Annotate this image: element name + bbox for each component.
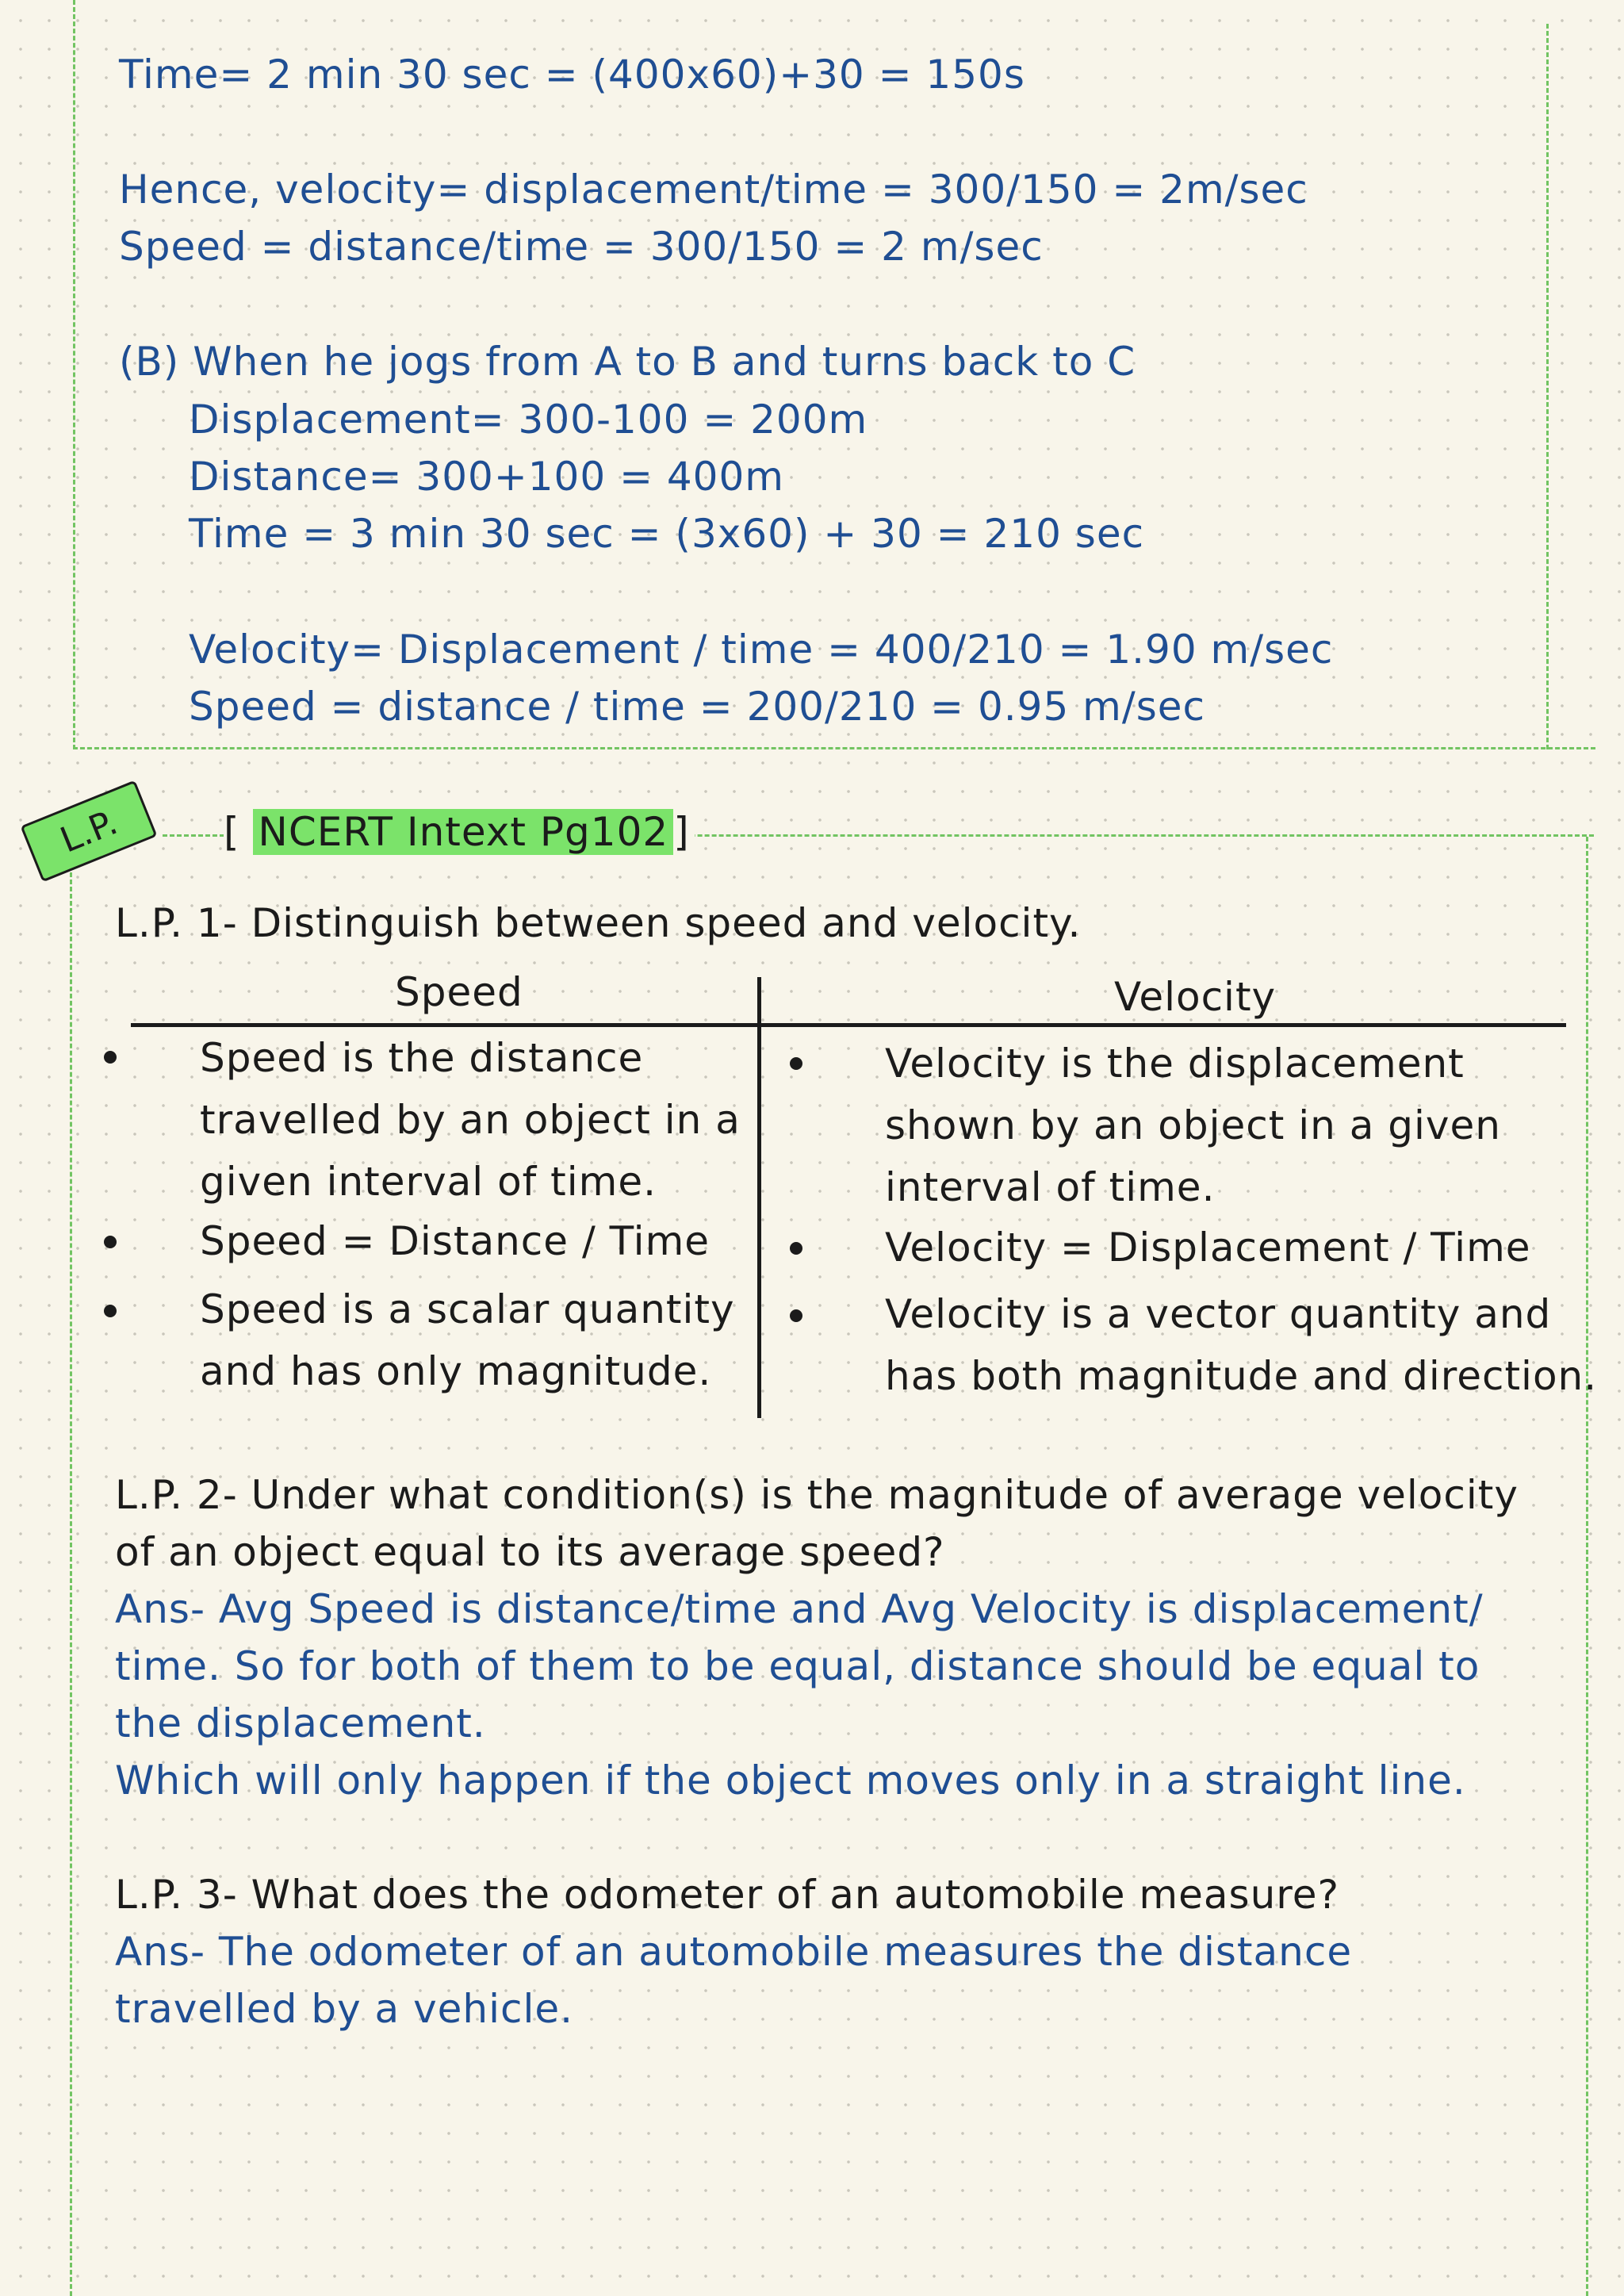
answer-2-line-2: time. So for both of them to be equal, distance should be equal to: [115, 1643, 1480, 1689]
ref-bracket-close: ]: [673, 809, 690, 855]
top-box-left-border: [73, 0, 75, 749]
speed-line-b: Speed = distance / time = 200/210 = 0.95 m/sec: [189, 684, 1206, 730]
ref-bracket-open: [: [224, 809, 240, 855]
velocity-point-2: Velocity = Displacement / Time: [885, 1225, 1531, 1271]
answer-2-line-4: Which will only happen if the object moves only in a straight line.: [115, 1757, 1466, 1803]
table-header-velocity: Velocity: [1114, 974, 1277, 1020]
question-2-line-2: of an object equal to its average speed?: [115, 1529, 945, 1575]
answer-2-line-3: the displacement.: [115, 1700, 486, 1746]
speed-bullet-2: [104, 1236, 117, 1248]
question-1: L.P. 1- Distinguish between speed and velocity.: [115, 900, 1082, 946]
velocity-bullet-2: [790, 1242, 802, 1255]
answer-2-line-1: Ans- Avg Speed is distance/time and Avg Velocity is displacement/: [115, 1586, 1484, 1632]
part-b-heading: (B) When he jogs from A to B and turns back to C: [119, 339, 1136, 385]
velocity-bullet-3: [790, 1309, 802, 1322]
speed-bullet-3: [104, 1305, 117, 1317]
question-3: L.P. 3- What does the odometer of an automobile measure?: [115, 1872, 1340, 1918]
velocity-point-1: Velocity is the displacement shown by an object in a given interval of time.: [885, 1041, 1501, 1210]
top-box-right-border: [1546, 24, 1549, 749]
lp-left-border: [70, 872, 72, 2296]
ncert-highlight: NCERT Intext Pg102: [253, 809, 673, 855]
displacement-line-b: Displacement= 300-100 = 200m: [189, 397, 868, 443]
time-line-b: Time = 3 min 30 sec = (3x60) + 30 = 210 sec: [189, 511, 1145, 557]
speed-point-1: Speed is the distance travelled by an object in a given interval of time.: [200, 1035, 741, 1205]
top-box-bottom-border: [73, 747, 1595, 749]
velocity-point-3: Velocity is a vector quantity and has both magnitude and direction.: [885, 1291, 1598, 1399]
answer-3-line-2: travelled by a vehicle.: [115, 1986, 574, 2032]
table-header-speed: Speed: [395, 969, 523, 1015]
velocity-bullet-1: [790, 1057, 802, 1070]
speed-point-2: Speed = Distance / Time: [200, 1218, 710, 1264]
table-column-divider: [757, 977, 761, 1418]
speed-line-a: Speed = distance/time = 300/150 = 2 m/sec: [119, 224, 1044, 270]
time-line-a: Time= 2 min 30 sec = (400x60)+30 = 150s: [119, 52, 1025, 98]
speed-bullet-1: [104, 1051, 117, 1064]
velocity-line-b: Velocity= Displacement / time = 400/210 = 1.90 m/sec: [189, 627, 1334, 673]
velocity-line-a: Hence, velocity= displacement/time = 300/150 = 2m/sec: [119, 167, 1308, 213]
question-2-line-1: L.P. 2- Under what condition(s) is the magnitude of average velocity: [115, 1472, 1519, 1518]
answer-3-line-1: Ans- The odometer of an automobile measures the distance: [115, 1929, 1353, 1975]
ncert-reference: [224, 809, 695, 855]
speed-point-3: Speed is a scalar quantity and has only magnitude.: [200, 1286, 735, 1394]
distance-line-b: Distance= 300+100 = 400m: [189, 454, 785, 500]
lp-badge: L.P.: [20, 780, 157, 883]
